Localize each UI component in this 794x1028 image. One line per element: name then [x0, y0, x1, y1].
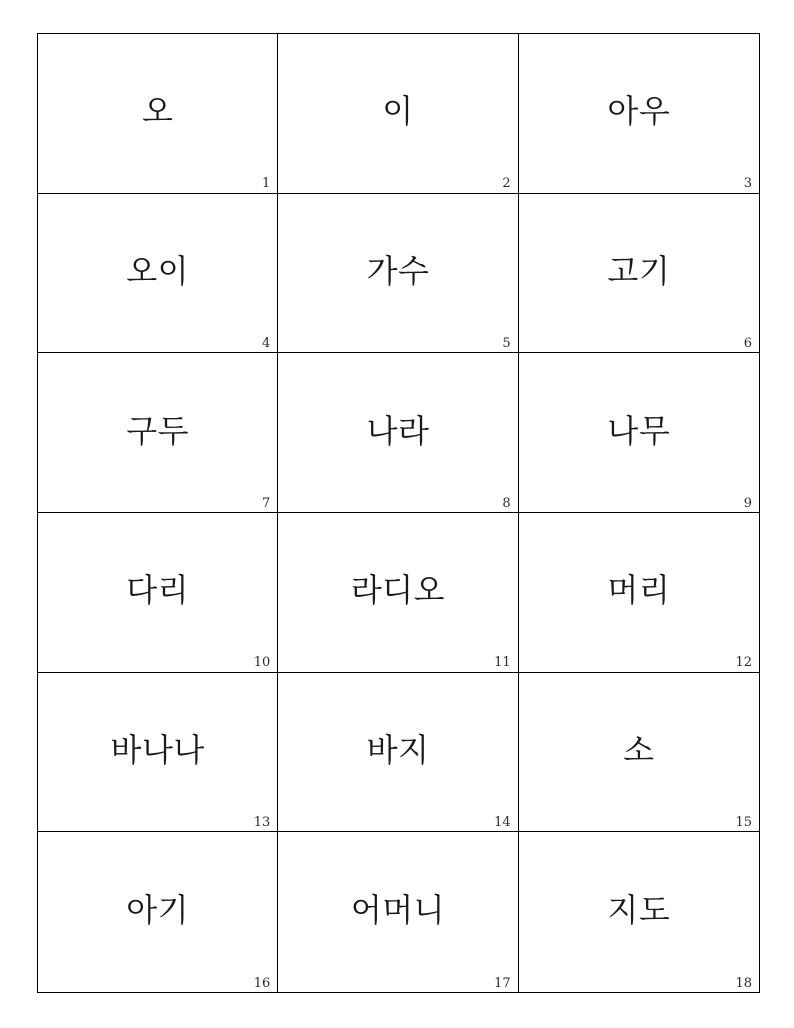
flashcard-index: 11 — [494, 655, 511, 671]
flashcard-index: 18 — [735, 975, 752, 991]
flashcard-word: 나무 — [607, 411, 671, 450]
flashcard-word: 라디오 — [350, 571, 446, 610]
flashcard-grid — [37, 33, 760, 993]
flashcard-index: 13 — [253, 815, 271, 831]
flashcard-index: 12 — [735, 655, 752, 671]
flashcard-cell-9 — [519, 353, 759, 513]
flashcard-cell-15 — [519, 673, 759, 833]
flashcard-index: 15 — [735, 815, 752, 831]
flashcard-word: 머리 — [607, 571, 671, 610]
flashcard-index: 17 — [494, 975, 511, 991]
flashcard-word: 고기 — [607, 251, 671, 290]
flashcard-cell-13 — [38, 673, 278, 833]
flashcard-cell-8 — [278, 353, 518, 513]
flashcard-cell-14 — [278, 673, 518, 833]
flashcard-index: 9 — [743, 495, 752, 511]
flashcard-index: 10 — [253, 655, 271, 671]
flashcard-index: 6 — [743, 336, 752, 352]
flashcard-word: 오 — [141, 92, 174, 131]
flashcard-word: 소 — [623, 730, 655, 769]
flashcard-index: 8 — [502, 495, 511, 511]
flashcard-word: 다리 — [126, 571, 190, 610]
flashcard-cell-7 — [38, 353, 278, 513]
flashcard-cell-4 — [38, 194, 278, 354]
flashcard-word: 가수 — [366, 251, 430, 290]
flashcard-word: 아우 — [607, 92, 671, 131]
flashcard-cell-1 — [38, 34, 278, 194]
flashcard-index: 5 — [502, 336, 511, 352]
flashcard-cell-17 — [278, 832, 518, 992]
flashcard-word: 바지 — [366, 730, 430, 769]
flashcard-word: 이 — [382, 92, 414, 131]
flashcard-cell-10 — [38, 513, 278, 673]
flashcard-cell-12 — [519, 513, 759, 673]
flashcard-cell-2 — [278, 34, 518, 194]
flashcard-cell-6 — [519, 194, 759, 354]
flashcard-word: 나라 — [366, 411, 430, 450]
flashcard-index: 1 — [262, 176, 271, 192]
flashcard-word: 어머니 — [350, 891, 446, 930]
flashcard-cell-16 — [38, 832, 278, 992]
flashcard-index: 7 — [262, 495, 271, 511]
flashcard-cell-11 — [278, 513, 518, 673]
flashcard-word: 지도 — [607, 891, 671, 930]
flashcard-index: 4 — [262, 336, 271, 352]
flashcard-cell-5 — [278, 194, 518, 354]
flashcard-word: 바나나 — [110, 730, 205, 769]
flashcard-index: 3 — [743, 176, 752, 192]
flashcard-word: 구두 — [126, 411, 190, 450]
flashcard-index: 16 — [253, 975, 271, 991]
flashcard-cell-18 — [519, 832, 759, 992]
flashcard-word: 아기 — [126, 891, 190, 930]
flashcard-word: 오이 — [126, 251, 190, 290]
flashcard-index: 2 — [502, 176, 511, 192]
flashcard-index: 14 — [494, 815, 511, 831]
flashcard-cell-3 — [519, 34, 759, 194]
